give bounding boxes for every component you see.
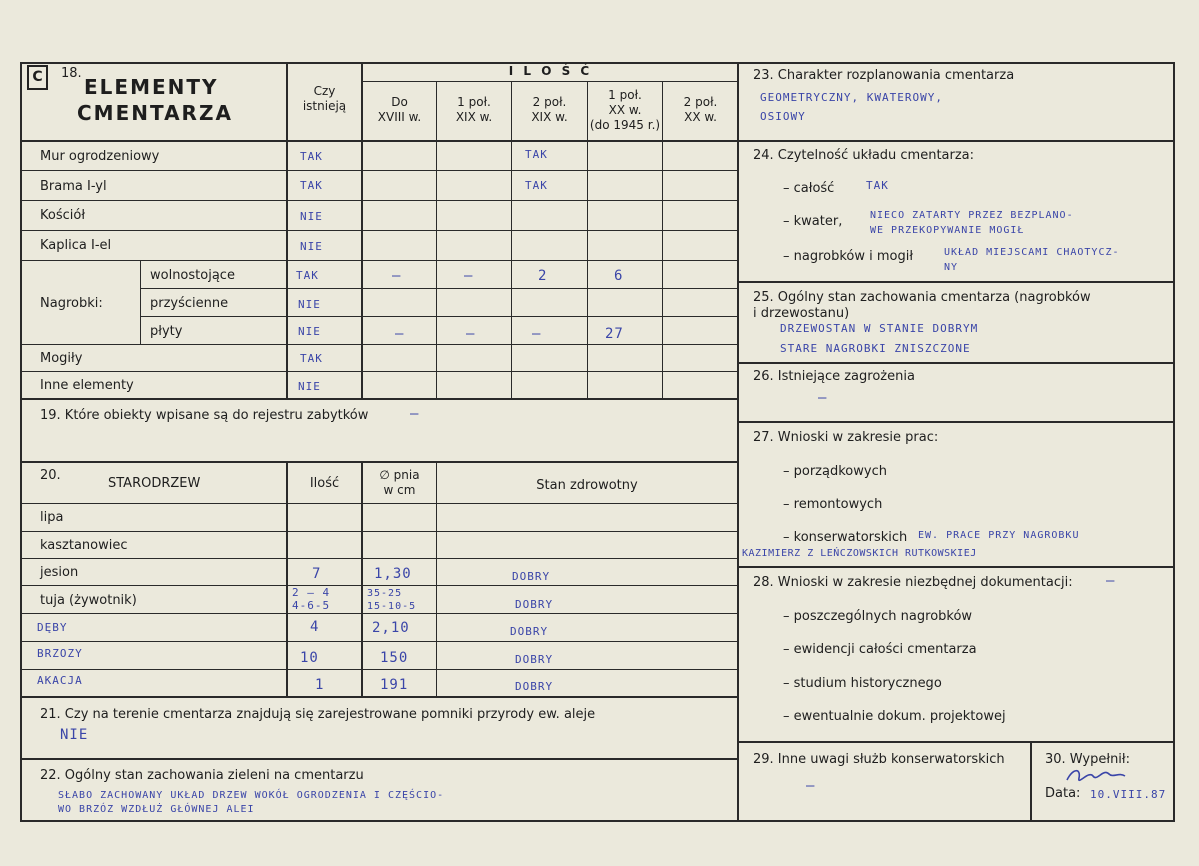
s30-date-label: Data: [1045,786,1081,801]
row-wolno-label: wolnostojące [150,268,235,283]
tree-tuja-ilosc: 2 – 4 4-6-5 [292,586,331,612]
line [361,81,738,82]
s26-value: — [818,390,828,406]
tree-tuja-pnia: 35-25 15-10-5 [367,588,417,612]
s24-kwater-value-line2: WE PRZEKOPYWANIE MOGIŁ [870,225,1025,236]
s20-col-pnia: ∅ pnia w cm [379,468,420,497]
line [20,585,738,586]
s28-value: — [1106,573,1116,589]
line [662,81,663,398]
s23-value-line1: GEOMETRYCZNY, KWATEROWY, [760,91,943,104]
row-nagrobki-label: Nagrobki: [40,296,103,311]
col-1pol-xx-header: 1 poł. XX w. (do 1945 r.) [589,88,661,132]
row-plyty-label: płyty [150,324,183,339]
tree-row-deby: DĘBY [37,621,68,634]
row-inne-exists: NIE [298,380,321,393]
line [737,281,1175,283]
tree-jesion-stan: DOBRY [512,570,551,583]
tree-brzozy-stan: DOBRY [515,653,554,666]
s28-d: – ewentualnie dokum. projektowej [783,709,1006,724]
line [20,398,738,400]
s24-kwater-value-line1: NIECO ZATARTY PRZEZ BEZPLANO- [870,210,1074,221]
line [436,81,437,398]
s25-value-line1: DRZEWOSTAN W STANIE DOBRYM [780,322,979,335]
line [20,170,738,171]
s23-label: 23. Charakter rozplanowania cmentarza [753,68,1015,83]
s18-number: 18. [61,66,82,81]
line [20,696,738,698]
s29-value: — [806,778,816,794]
row-plyty-2pol-xix: – [532,326,542,342]
tree-row-brzozy: BRZOZY [37,647,83,660]
line [20,758,738,760]
line [20,531,738,532]
s21-label: 21. Czy na terenie cmentarza znajdują się zarejestrowane pomniki przyrody ew. aleje [40,707,596,722]
card-letter-box: C [27,65,48,90]
s28-b: – ewidencji całości cmentarza [783,642,977,657]
line [20,371,738,372]
s24-nagrob-value-line1: UKŁAD MIEJSCAMI CHAOTYCZ- [944,247,1120,258]
line [511,81,512,398]
row-wolno-1pol-xx: 6 [614,268,624,284]
row-kosciol-exists: NIE [300,210,323,223]
row-kaplica-label: Kaplica I-el [40,238,112,253]
row-plyty-1pol-xx: 27 [605,326,624,342]
tree-row-tuja: tuja (żywotnik) [40,593,137,608]
row-brama-label: Brama I-yl [40,179,107,194]
s24-calosc-value: TAK [866,179,889,192]
line [286,461,288,697]
row-wolno-exists: TAK [296,269,319,282]
s22-value-line1: SŁABO ZACHOWANY UKŁAD DRZEW WOKÓŁ OGRODZENIA I CZĘŚCIO- [58,790,445,801]
frame-right [1173,62,1175,822]
tree-row-kasztanowiec: kasztanowiec [40,538,128,553]
s28-a: – poszczególnych nagrobków [783,609,973,624]
row-wolno-xviii: – [392,268,402,284]
s22-value-line2: WO BRZÓZ WZDŁUŻ GŁÓWNEJ ALEI [58,804,255,815]
s22-label: 22. Ogólny stan zachowania zieleni na cmentarzu [40,768,364,783]
row-plyty-1pol-xix: – [466,326,476,342]
row-brama-2pol-xix: TAK [525,179,548,192]
row-mur-exists: TAK [300,150,323,163]
frame-bottom [20,820,1175,822]
row-mogily-exists: TAK [300,352,323,365]
line [20,558,738,559]
col-2pol-xx-header: 2 poł. XX w. [683,95,718,124]
s25-label-line1: 25. Ogólny stan zachowania cmentarza (nagrobków [753,290,1091,305]
row-inne-label: Inne elementy [40,378,134,393]
line [737,362,1175,364]
s27-remontowych: – remontowych [783,497,883,512]
line [20,230,738,231]
s27-kons-value-line2: KAZIMIERZ Z LEŃCZOWSKICH RUTKOWSKIEJ [742,548,977,559]
tree-row-jesion: jesion [40,565,79,580]
s24-label: 24. Czytelność układu cmentarza: [753,148,975,163]
s27-kons-value-line1: EW. PRACE PRZY NAGROBKU [918,530,1080,541]
row-brama-exists: TAK [300,179,323,192]
line [20,200,738,201]
line [20,503,738,504]
s29-label: 29. Inne uwagi służb konserwatorskich [753,752,1005,767]
tree-akacja-stan: DOBRY [515,680,554,693]
s19-label: 19. Które obiekty wpisane są do rejestru zabytków [40,408,369,423]
tree-brzozy-ilosc: 10 [300,650,319,666]
line [140,316,738,317]
row-przysc-exists: NIE [298,298,321,311]
s18-title-line1: ELEMENTY [84,75,219,99]
s27-porzadkowych: – porządkowych [783,464,887,479]
s24-calosc-label: – całość [783,181,835,196]
s27-konserwatorskich: – konserwatorskich [783,530,908,545]
ilosc-header: I L O Ś Ć [508,64,593,78]
s20-col-ilosc: Ilość [309,476,340,491]
line [737,421,1175,423]
s24-kwater-label: – kwater, [783,214,843,229]
s20-col-stan: Stan zdrowotny [536,478,638,493]
s26-label: 26. Istniejące zagrożenia [753,369,915,384]
s28-c: – studium historycznego [783,676,942,691]
line [20,344,738,345]
row-plyty-xviii: – [395,326,405,342]
tree-row-akacja: AKACJA [37,674,83,687]
s20-number: 20. [40,468,61,483]
s30-label: 30. Wypełnił: [1045,752,1130,767]
s23-value-line2: OSIOWY [760,110,806,123]
col-1pol-xix-header: 1 poł. XIX w. [455,95,493,124]
tree-jesion-pnia: 1,30 [374,566,412,582]
s19-value: — [410,406,420,422]
line [20,140,738,142]
tree-row-lipa: lipa [40,510,64,525]
s25-value-line2: STARE NAGROBKI ZNISZCZONE [780,342,971,355]
row-plyty-exists: NIE [298,325,321,338]
s21-value: NIE [60,727,89,743]
tree-jesion-ilosc: 7 [312,566,322,582]
row-przysc-label: przyścienne [150,296,229,311]
line [737,566,1175,568]
tree-deby-ilosc: 4 [310,619,320,635]
line [20,260,738,261]
row-mur-label: Mur ogrodzeniowy [40,149,160,164]
tree-deby-pnia: 2,10 [372,620,410,636]
tree-akacja-ilosc: 1 [315,677,325,693]
line [20,461,738,463]
tree-deby-stan: DOBRY [510,625,549,638]
tree-tuja-stan: DOBRY [515,598,554,611]
line [1030,741,1032,822]
row-wolno-2pol-xix: 2 [538,268,548,284]
row-mogily-label: Mogiły [40,351,83,366]
line [737,140,1175,142]
line [20,613,738,614]
s28-label: 28. Wnioski w zakresie niezbędnej dokumentacji: [753,575,1073,590]
col-exists-header: Czy istnieją [302,84,347,113]
line [436,461,437,697]
s20-title: STARODRZEW [108,476,201,491]
s24-nagrob-value-line2: NY [944,262,959,273]
row-kosciol-label: Kościół [40,208,86,223]
row-wolno-1pol-xix: – [464,268,474,284]
s25-label-line2: i drzewostanu) [753,306,850,321]
col-2pol-xix-header: 2 poł. XIX w. [531,95,568,124]
row-mur-2pol-xix: TAK [525,148,548,161]
line [20,641,738,642]
line [737,741,1175,743]
middle-divider [737,62,739,822]
line [20,669,738,670]
s18-title-line2: CMENTARZA [77,101,233,125]
col-xviii-header: Do XVIII w. [377,95,422,124]
row-kaplica-exists: NIE [300,240,323,253]
tree-akacja-pnia: 191 [380,677,409,693]
line [140,288,738,289]
s30-date-value: 10.VIII.87 [1090,788,1167,801]
frame-left [20,62,22,822]
s27-label: 27. Wnioski w zakresie prac: [753,430,939,445]
tree-brzozy-pnia: 150 [380,650,409,666]
s24-nagrob-label: – nagrobków i mogił [783,249,914,264]
line [140,260,141,344]
